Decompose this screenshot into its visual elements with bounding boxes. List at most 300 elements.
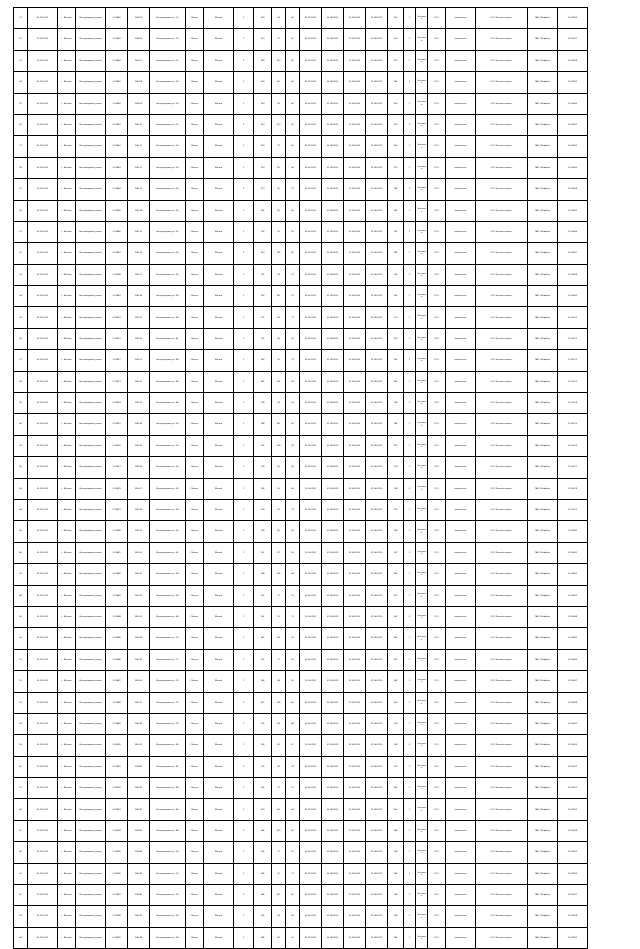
cell-h: 31.08.2022 <box>366 778 388 799</box>
cell-i: 146 <box>388 671 404 692</box>
cell-k: Окончено <box>416 264 428 285</box>
cell-category: Объект <box>186 863 204 884</box>
cell-d: 87 <box>286 435 300 456</box>
cell-city: г. Москва <box>58 927 76 948</box>
cell-f: 01.08.2022 <box>322 29 344 50</box>
cell-f: 01.08.2022 <box>322 692 344 713</box>
cell-address: Ветеринарная ул. 72 <box>150 649 186 670</box>
cell-no: 64 <box>14 927 28 948</box>
cell-l: ООО <box>428 72 446 93</box>
cell-j: 3 <box>404 350 416 371</box>
cell-category: Объект <box>186 371 204 392</box>
cell-i: 122 <box>388 585 404 606</box>
cell-l: ООО <box>428 756 446 777</box>
cell-d: 83 <box>286 371 300 392</box>
cell-code_b: 345-39 <box>128 735 150 756</box>
cell-date: 25.05.2022 <box>28 756 58 777</box>
cell-code_a: 1-23479 <box>106 499 128 520</box>
cell-street: Ветеринарная улица <box>76 799 106 820</box>
cell-street: Ветеринарная улица <box>76 157 106 178</box>
cell-date: 25.05.2022 <box>28 200 58 221</box>
cell-type: Жилой <box>204 820 234 841</box>
cell-a: 1 <box>234 478 254 499</box>
cell-address: Ветеринарная ул. 64 <box>150 564 186 585</box>
cell-bank: ПАО Сбербанк <box>528 157 558 178</box>
cell-city: г. Москва <box>58 457 76 478</box>
cell-j: 1 <box>404 371 416 392</box>
cell-a: 1 <box>234 799 254 820</box>
cell-c: 84 <box>272 671 286 692</box>
cell-a: 1 <box>234 8 254 29</box>
cell-k: Окончено <box>416 842 428 863</box>
cell-l: ООО <box>428 114 446 135</box>
cell-f: 01.08.2022 <box>322 350 344 371</box>
cell-address: Ветеринарная ул. 30 <box>150 200 186 221</box>
cell-g: 12.08.2022 <box>344 221 366 242</box>
cell-d: 54 <box>286 393 300 414</box>
cell-f: 01.08.2022 <box>322 414 344 435</box>
cell-code_b: 345-24 <box>128 414 150 435</box>
cell-c: 80 <box>272 521 286 542</box>
cell-e: 15.05.2022 <box>300 713 322 734</box>
cell-b: 120 <box>254 29 272 50</box>
cell-f: 01.08.2022 <box>322 585 344 606</box>
cell-i: 190 <box>388 435 404 456</box>
cell-category: Объект <box>186 243 204 264</box>
cell-b: 150 <box>254 93 272 114</box>
cell-org: ООО Реалити проект <box>476 221 528 242</box>
cell-k: Окончено <box>416 200 428 221</box>
cell-a: 2 <box>234 564 254 585</box>
cell-address: Ветеринарная ул. 32 <box>150 221 186 242</box>
cell-remark: выполнено <box>446 478 476 499</box>
cell-f: 01.08.2022 <box>322 157 344 178</box>
cell-b: 200 <box>254 114 272 135</box>
cell-code_b: 345-30 <box>128 542 150 563</box>
cell-h: 31.08.2022 <box>366 756 388 777</box>
cell-j: 1 <box>404 328 416 349</box>
cell-code_b: 345-10 <box>128 114 150 135</box>
cell-a: 2 <box>234 628 254 649</box>
cell-code_a: 1-23461 <box>106 114 128 135</box>
cell-remark: выполнено <box>446 8 476 29</box>
cell-org: ООО Реалити проект <box>476 307 528 328</box>
cell-e: 15.05.2022 <box>300 499 322 520</box>
cell-no: 34 <box>14 286 28 307</box>
cell-remark: выполнено <box>446 521 476 542</box>
cell-i: 190 <box>388 692 404 713</box>
cell-a: 1 <box>234 863 254 884</box>
cell-a: 2 <box>234 243 254 264</box>
cell-d: 81 <box>286 628 300 649</box>
cell-acc: 12-34-98 <box>558 906 588 927</box>
cell-g: 12.08.2022 <box>344 393 366 414</box>
cell-code_a: 1-23478 <box>106 478 128 499</box>
cell-d: 85 <box>286 243 300 264</box>
cell-no: 21 <box>14 8 28 29</box>
cell-remark: выполнено <box>446 885 476 906</box>
cell-code_b: 345-17 <box>128 264 150 285</box>
cell-acc: 12-34-81 <box>558 542 588 563</box>
cell-code_a: 1-23486 <box>106 649 128 670</box>
cell-city: г. Москва <box>58 521 76 542</box>
cell-e: 15.05.2022 <box>300 692 322 713</box>
cell-type: Жилой <box>204 371 234 392</box>
cell-address: Ветеринарная ул. 88 <box>150 820 186 841</box>
table-row <box>14 863 588 884</box>
cell-code_a: 1-23476 <box>106 435 128 456</box>
cell-bank: ПАО Сбербанк <box>528 93 558 114</box>
cell-h: 31.08.2022 <box>366 671 388 692</box>
cell-org: ООО Реалити проект <box>476 72 528 93</box>
table-row <box>14 885 588 906</box>
cell-l: ООО <box>428 457 446 478</box>
cell-address: Ветеринарная ул. 82 <box>150 756 186 777</box>
cell-code_a: 1-23487 <box>106 671 128 692</box>
table-row <box>14 799 588 820</box>
cell-i: 132 <box>388 649 404 670</box>
cell-a: 2 <box>234 499 254 520</box>
cell-d: 55 <box>286 221 300 242</box>
cell-type: Жилой <box>204 136 234 157</box>
cell-j: 2 <box>404 179 416 200</box>
cell-a: 1 <box>234 457 254 478</box>
cell-street: Ветеринарная улица <box>76 778 106 799</box>
cell-category: Объект <box>186 136 204 157</box>
cell-a: 2 <box>234 179 254 200</box>
cell-code_b: 345-44 <box>128 842 150 863</box>
cell-org: ООО Реалити проект <box>476 8 528 29</box>
cell-street: Ветеринарная улица <box>76 114 106 135</box>
cell-b: 170 <box>254 179 272 200</box>
cell-address: Ветеринарная ул. 20 <box>150 93 186 114</box>
cell-f: 01.08.2022 <box>322 799 344 820</box>
cell-k: Окончено <box>416 478 428 499</box>
cell-g: 12.08.2022 <box>344 179 366 200</box>
cell-remark: выполнено <box>446 606 476 627</box>
cell-code_a: 1-23470 <box>106 307 128 328</box>
cell-b: 178 <box>254 499 272 520</box>
table-row <box>14 286 588 307</box>
cell-city: г. Москва <box>58 136 76 157</box>
cell-b: 165 <box>254 350 272 371</box>
cell-k: Окончено <box>416 221 428 242</box>
cell-b: 136 <box>254 778 272 799</box>
table-row <box>14 50 588 71</box>
cell-no: 63 <box>14 906 28 927</box>
cell-city: г. Москва <box>58 606 76 627</box>
table-row <box>14 29 588 50</box>
cell-bank: ПАО Сбербанк <box>528 799 558 820</box>
cell-bank: ПАО Сбербанк <box>528 499 558 520</box>
cell-c: 102 <box>272 371 286 392</box>
cell-type: Жилой <box>204 200 234 221</box>
cell-type: Жилой <box>204 435 234 456</box>
cell-no: 61 <box>14 863 28 884</box>
cell-g: 12.08.2022 <box>344 499 366 520</box>
cell-k: Окончено <box>416 606 428 627</box>
cell-bank: ПАО Сбербанк <box>528 885 558 906</box>
cell-address: Ветеринарная ул. 52 <box>150 435 186 456</box>
cell-street: Ветеринарная улица <box>76 93 106 114</box>
cell-g: 12.08.2022 <box>344 927 366 948</box>
cell-e: 15.05.2022 <box>300 799 322 820</box>
cell-acc: 12-34-58 <box>558 50 588 71</box>
cell-a: 1 <box>234 927 254 948</box>
cell-k: Окончено <box>416 649 428 670</box>
cell-no: 56 <box>14 756 28 777</box>
table-row <box>14 114 588 135</box>
cell-date: 25.05.2022 <box>28 50 58 71</box>
cell-address: Ветеринарная ул. 12 <box>150 8 186 29</box>
cell-j: 1 <box>404 8 416 29</box>
cell-date: 25.05.2022 <box>28 29 58 50</box>
cell-org: ООО Реалити проект <box>476 735 528 756</box>
cell-remark: выполнено <box>446 585 476 606</box>
cell-j: 2 <box>404 692 416 713</box>
cell-address: Ветеринарная ул. 92 <box>150 863 186 884</box>
cell-h: 31.08.2022 <box>366 820 388 841</box>
cell-l: ООО <box>428 585 446 606</box>
cell-d: 68 <box>286 478 300 499</box>
table-row <box>14 499 588 520</box>
cell-street: Ветеринарная улица <box>76 564 106 585</box>
cell-b: 124 <box>254 842 272 863</box>
cell-org: ООО Реалити проект <box>476 157 528 178</box>
cell-street: Ветеринарная улица <box>76 906 106 927</box>
cell-i: 156 <box>388 735 404 756</box>
cell-i: 116 <box>388 713 404 734</box>
cell-h: 31.08.2022 <box>366 585 388 606</box>
cell-l: ООО <box>428 499 446 520</box>
cell-address: Ветеринарная ул. 14 <box>150 29 186 50</box>
cell-no: 40 <box>14 414 28 435</box>
cell-l: ООО <box>428 478 446 499</box>
cell-code_a: 1-23496 <box>106 863 128 884</box>
cell-h: 31.08.2022 <box>366 692 388 713</box>
cell-category: Объект <box>186 606 204 627</box>
cell-l: ООО <box>428 350 446 371</box>
cell-f: 01.08.2022 <box>322 264 344 285</box>
cell-c: 68 <box>272 328 286 349</box>
cell-type: Жилой <box>204 8 234 29</box>
cell-h: 31.08.2022 <box>366 221 388 242</box>
cell-remark: выполнено <box>446 50 476 71</box>
cell-a: 1 <box>234 350 254 371</box>
cell-date: 25.05.2022 <box>28 842 58 863</box>
cell-no: 52 <box>14 671 28 692</box>
cell-acc: 12-34-90 <box>558 735 588 756</box>
cell-remark: выполнено <box>446 628 476 649</box>
cell-l: ООО <box>428 649 446 670</box>
cell-org: ООО Реалити проект <box>476 478 528 499</box>
cell-k: Окончено <box>416 50 428 71</box>
cell-date: 25.05.2022 <box>28 671 58 692</box>
cell-org: ООО Реалити проект <box>476 927 528 948</box>
cell-e: 15.05.2022 <box>300 350 322 371</box>
cell-code_a: 1-23493 <box>106 799 128 820</box>
cell-i: 120 <box>388 29 404 50</box>
cell-org: ООО Реалити проект <box>476 435 528 456</box>
cell-type: Жилой <box>204 564 234 585</box>
cell-date: 25.05.2022 <box>28 906 58 927</box>
cell-g: 12.08.2022 <box>344 114 366 135</box>
cell-no: 41 <box>14 435 28 456</box>
cell-d: 60 <box>286 200 300 221</box>
cell-no: 22 <box>14 29 28 50</box>
cell-address: Ветеринарная ул. 66 <box>150 585 186 606</box>
cell-b: 115 <box>254 328 272 349</box>
cell-remark: выполнено <box>446 820 476 841</box>
cell-j: 3 <box>404 735 416 756</box>
cell-type: Жилой <box>204 927 234 948</box>
cell-k: Окончено <box>416 778 428 799</box>
cell-i: 180 <box>388 885 404 906</box>
cell-j: 1 <box>404 136 416 157</box>
cell-street: Ветеринарная улица <box>76 478 106 499</box>
cell-org: ООО Реалити проект <box>476 820 528 841</box>
cell-code_b: 345-11 <box>128 136 150 157</box>
cell-a: 1 <box>234 29 254 50</box>
cell-f: 01.08.2022 <box>322 927 344 948</box>
cell-bank: ПАО Сбербанк <box>528 8 558 29</box>
cell-h: 31.08.2022 <box>366 136 388 157</box>
cell-d: 79 <box>286 499 300 520</box>
cell-i: 180 <box>388 371 404 392</box>
cell-city: г. Москва <box>58 393 76 414</box>
cell-f: 01.08.2022 <box>322 221 344 242</box>
cell-city: г. Москва <box>58 264 76 285</box>
cell-e: 15.05.2022 <box>300 243 322 264</box>
cell-street: Ветеринарная улица <box>76 606 106 627</box>
cell-b: 195 <box>254 435 272 456</box>
cell-code_b: 345-31 <box>128 564 150 585</box>
cell-bank: ПАО Сбербанк <box>528 713 558 734</box>
cell-remark: выполнено <box>446 414 476 435</box>
cell-remark: выполнено <box>446 221 476 242</box>
cell-remark: выполнено <box>446 435 476 456</box>
cell-l: ООО <box>428 564 446 585</box>
cell-f: 01.08.2022 <box>322 628 344 649</box>
cell-bank: ПАО Сбербанк <box>528 692 558 713</box>
cell-i: 130 <box>388 136 404 157</box>
cell-g: 12.08.2022 <box>344 93 366 114</box>
cell-category: Объект <box>186 72 204 93</box>
cell-address: Ветеринарная ул. 96 <box>150 906 186 927</box>
cell-city: г. Москва <box>58 243 76 264</box>
cell-b: 192 <box>254 692 272 713</box>
cell-d: 47 <box>286 328 300 349</box>
cell-b: 176 <box>254 756 272 777</box>
cell-org: ООО Реалити проект <box>476 671 528 692</box>
cell-e: 15.05.2022 <box>300 820 322 841</box>
cell-b: 146 <box>254 671 272 692</box>
cell-code_a: 1-23483 <box>106 585 128 606</box>
table-row <box>14 350 588 371</box>
cell-h: 31.08.2022 <box>366 264 388 285</box>
cell-j: 1 <box>404 414 416 435</box>
cell-city: г. Москва <box>58 499 76 520</box>
cell-d: 84 <box>286 564 300 585</box>
cell-category: Объект <box>186 799 204 820</box>
cell-a: 1 <box>234 713 254 734</box>
cell-category: Объект <box>186 521 204 542</box>
cell-e: 15.05.2022 <box>300 371 322 392</box>
cell-city: г. Москва <box>58 371 76 392</box>
table-row <box>14 136 588 157</box>
cell-bank: ПАО Сбербанк <box>528 756 558 777</box>
cell-code_a: 1-23466 <box>106 221 128 242</box>
cell-date: 25.05.2022 <box>28 307 58 328</box>
cell-org: ООО Реалити проект <box>476 628 528 649</box>
cell-k: Окончено <box>416 179 428 200</box>
cell-k: Окончено <box>416 756 428 777</box>
cell-a: 1 <box>234 93 254 114</box>
cell-city: г. Москва <box>58 307 76 328</box>
cell-f: 01.08.2022 <box>322 328 344 349</box>
cell-bank: ПАО Сбербанк <box>528 286 558 307</box>
cell-l: ООО <box>428 179 446 200</box>
cell-bank: ПАО Сбербанк <box>528 649 558 670</box>
cell-date: 25.05.2022 <box>28 93 58 114</box>
cell-city: г. Москва <box>58 585 76 606</box>
cell-address: Ветеринарная ул. 44 <box>150 350 186 371</box>
cell-bank: ПАО Сбербанк <box>528 606 558 627</box>
cell-no: 36 <box>14 328 28 349</box>
cell-j: 2 <box>404 264 416 285</box>
cell-city: г. Москва <box>58 713 76 734</box>
cell-address: Ветеринарная ул. 86 <box>150 799 186 820</box>
cell-f: 01.08.2022 <box>322 200 344 221</box>
cell-org: ООО Реалити проект <box>476 606 528 627</box>
cell-bank: ПАО Сбербанк <box>528 842 558 863</box>
table-row <box>14 371 588 392</box>
cell-g: 12.08.2022 <box>344 799 366 820</box>
cell-no: 33 <box>14 264 28 285</box>
cell-a: 2 <box>234 307 254 328</box>
cell-k: Окончено <box>416 542 428 563</box>
cell-code_b: 345-23 <box>128 393 150 414</box>
cell-date: 25.05.2022 <box>28 521 58 542</box>
cell-category: Объект <box>186 8 204 29</box>
cell-g: 12.08.2022 <box>344 478 366 499</box>
cell-type: Жилой <box>204 756 234 777</box>
cell-f: 01.08.2022 <box>322 457 344 478</box>
cell-l: ООО <box>428 735 446 756</box>
cell-k: Окончено <box>416 713 428 734</box>
cell-h: 31.08.2022 <box>366 863 388 884</box>
cell-e: 15.05.2022 <box>300 179 322 200</box>
cell-g: 12.08.2022 <box>344 671 366 692</box>
cell-bank: ПАО Сбербанк <box>528 307 558 328</box>
cell-code_a: 1-23462 <box>106 136 128 157</box>
cell-no: 45 <box>14 521 28 542</box>
cell-remark: выполнено <box>446 93 476 114</box>
cell-address: Ветеринарная ул. 62 <box>150 542 186 563</box>
cell-a: 2 <box>234 885 254 906</box>
cell-a: 2 <box>234 756 254 777</box>
cell-f: 01.08.2022 <box>322 542 344 563</box>
cell-code_a: 1-23492 <box>106 778 128 799</box>
cell-j: 3 <box>404 863 416 884</box>
cell-category: Объект <box>186 350 204 371</box>
cell-code_a: 1-23457 <box>106 29 128 50</box>
cell-g: 12.08.2022 <box>344 243 366 264</box>
cell-b: 162 <box>254 606 272 627</box>
cell-b: 180 <box>254 50 272 71</box>
cell-b: 110 <box>254 157 272 178</box>
cell-b: 134 <box>254 906 272 927</box>
